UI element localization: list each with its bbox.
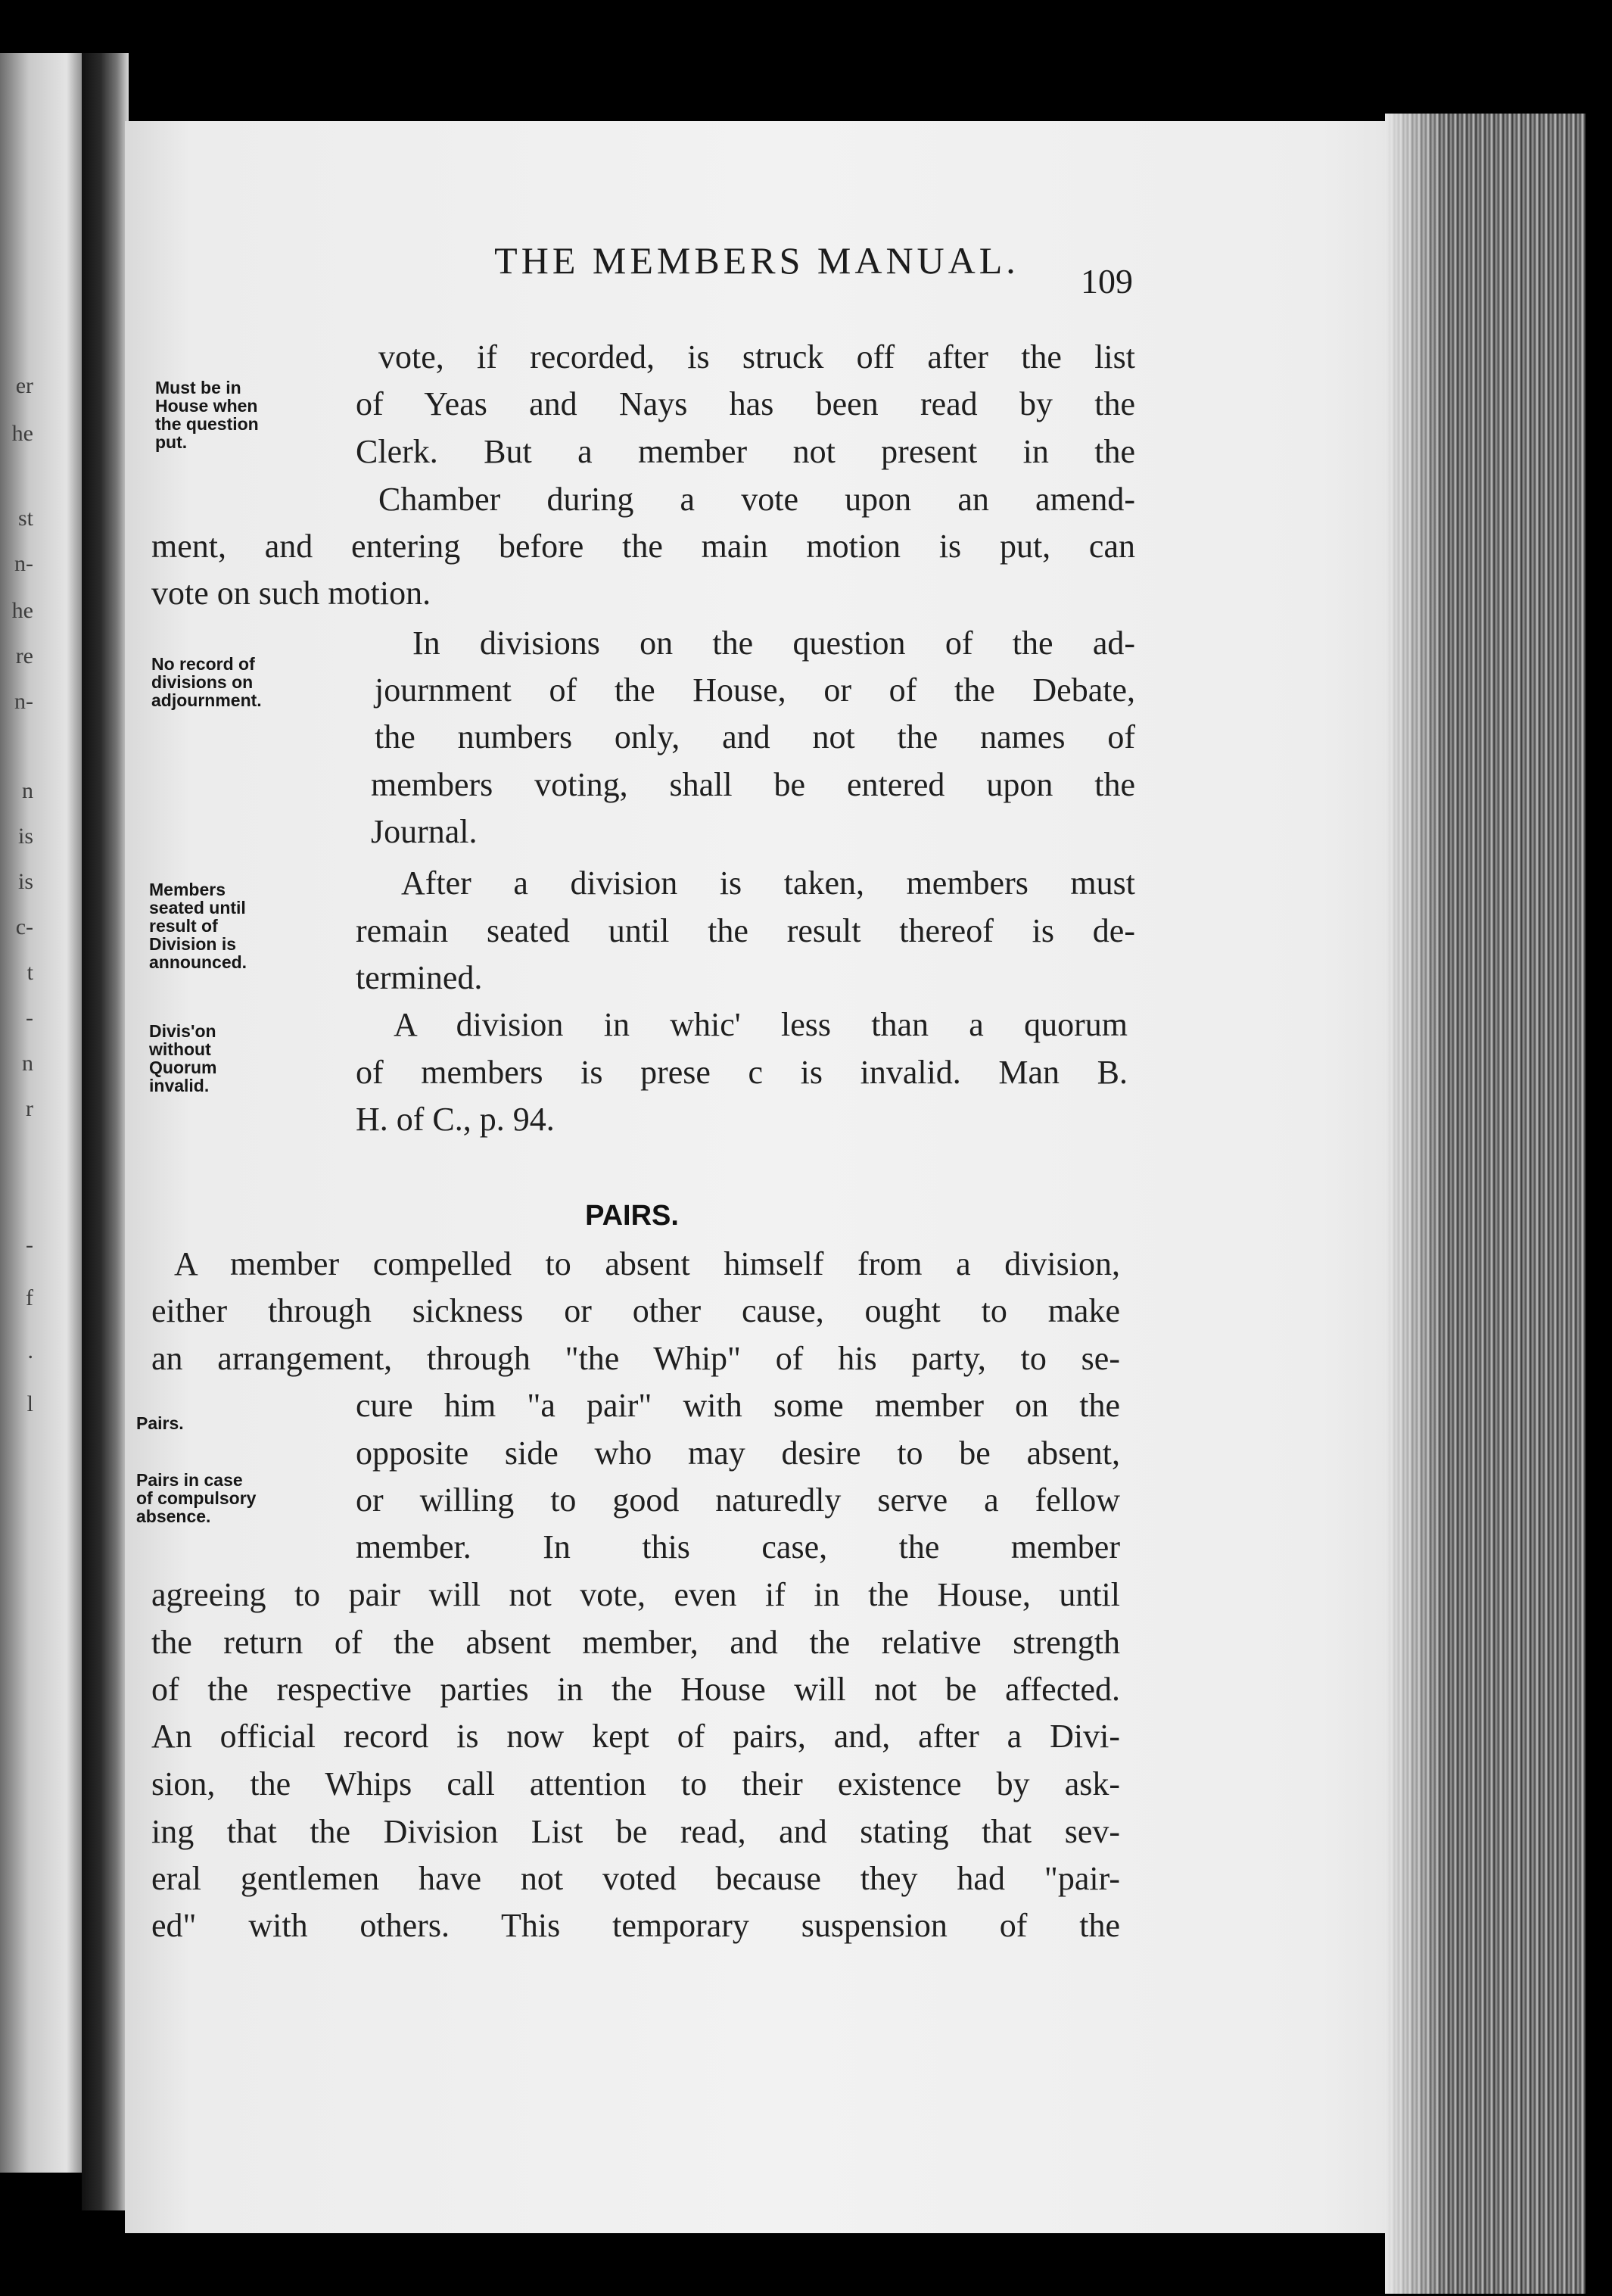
margin-note-division-without-quorum: Divis'on without Quorum invalid. [149, 1021, 217, 1095]
body-line: termined. [356, 959, 483, 996]
body-line: vote on such motion. [151, 575, 431, 612]
body-line: of members is prese c is invalid. Man B. [356, 1054, 1128, 1091]
body-line: An official record is now kept of pairs, and, after a Divi- [151, 1718, 1120, 1755]
body-line: remain seated until the result thereof is de- [356, 912, 1135, 949]
facing-page-fragment: n- [14, 551, 33, 576]
body-line: ed" with others. This temporary suspension of the [151, 1907, 1120, 1944]
facing-page-fragment: n [22, 778, 33, 803]
running-title: THE MEMBERS MANUAL. [494, 239, 1019, 282]
facing-page-fragment: is [17, 824, 33, 849]
body-line: ing that the Division List be read, and stating that sev- [151, 1813, 1120, 1850]
body-line: eral gentlemen have not voted because they had "pair- [151, 1860, 1120, 1897]
facing-page-edge [0, 53, 83, 2173]
book-gutter [82, 53, 129, 2210]
body-line: A member compelled to absent himself from a division, [174, 1245, 1120, 1282]
body-line: of Yeas and Nays has been read by the [356, 385, 1135, 422]
body-line: members voting, shall be entered upon the [371, 766, 1135, 803]
body-line: Chamber during a vote upon an amend- [378, 481, 1135, 518]
scan-border [1586, 0, 1612, 2296]
page-number: 109 [1081, 262, 1133, 301]
body-line: agreeing to pair will not vote, even if in the House, until [151, 1576, 1120, 1613]
body-line: After a division is taken, members must [401, 865, 1135, 902]
body-line: either through sickness or other cause, ought to make [151, 1292, 1120, 1329]
body-line: Journal. [371, 813, 478, 850]
facing-page-fragment: n- [14, 689, 33, 714]
margin-note-pairs-compulsory-absence: Pairs in case of compulsory absence. [136, 1470, 257, 1526]
facing-page-fragment: - [26, 1232, 33, 1257]
body-line: an arrangement, through "the Whip" of his party, to se- [151, 1340, 1120, 1377]
body-line: of the respective parties in the House will not be affected. [151, 1671, 1120, 1708]
facing-page-fragment: is [17, 869, 33, 894]
margin-note-pairs: Pairs. [136, 1413, 184, 1433]
body-line: journment of the House, or of the Debate, [375, 671, 1135, 709]
facing-page-fragment: t [26, 960, 33, 985]
body-line: member. In this case, the member [356, 1528, 1120, 1565]
margin-note-must-be-in-house: Must be in House when the question put. [155, 378, 259, 452]
facing-page-fragment: he [11, 598, 33, 623]
body-line: sion, the Whips call attention to their existence by ask- [151, 1765, 1120, 1802]
facing-page-fragment: c- [15, 914, 33, 939]
margin-note-no-record-of-divisions: No record of divisions on adjournment. [151, 654, 262, 710]
facing-page-fragment: l [26, 1391, 33, 1416]
margin-note-members-seated: Members seated until result of Division is announced. [149, 880, 247, 972]
body-line: A division in whic' less than a quorum [394, 1006, 1128, 1043]
facing-page-fragment: er [15, 373, 33, 398]
section-heading-pairs: PAIRS. [585, 1200, 679, 1232]
body-line: cure him "a pair" with some member on the [356, 1387, 1120, 1424]
body-line: ment, and entering before the main motion is put, can [151, 528, 1135, 565]
facing-page-fragment: st [17, 506, 33, 531]
body-line: Clerk. But a member not present in the [356, 433, 1135, 470]
body-line: In divisions on the question of the ad- [412, 625, 1135, 662]
facing-page-fragment: f [26, 1285, 33, 1310]
facing-page-fragment: r [26, 1096, 33, 1121]
body-line: opposite side who may desire to be absent, [356, 1435, 1120, 1472]
facing-page-fragment: . [27, 1338, 33, 1363]
page-edge-shadow [1385, 114, 1446, 2294]
facing-page-fragment: - [26, 1005, 33, 1030]
body-line: the return of the absent member, and the relative strength [151, 1624, 1120, 1661]
body-line: vote, if recorded, is struck off after the list [378, 338, 1135, 375]
body-line: H. of C., p. 94. [356, 1101, 555, 1138]
facing-page-fragment: n [22, 1051, 33, 1076]
body-line: or willing to good naturedly serve a fellow [356, 1481, 1120, 1519]
facing-page-fragment: re [15, 643, 33, 668]
body-line: the numbers only, and not the names of [375, 718, 1135, 755]
facing-page-fragment: he [11, 421, 33, 446]
